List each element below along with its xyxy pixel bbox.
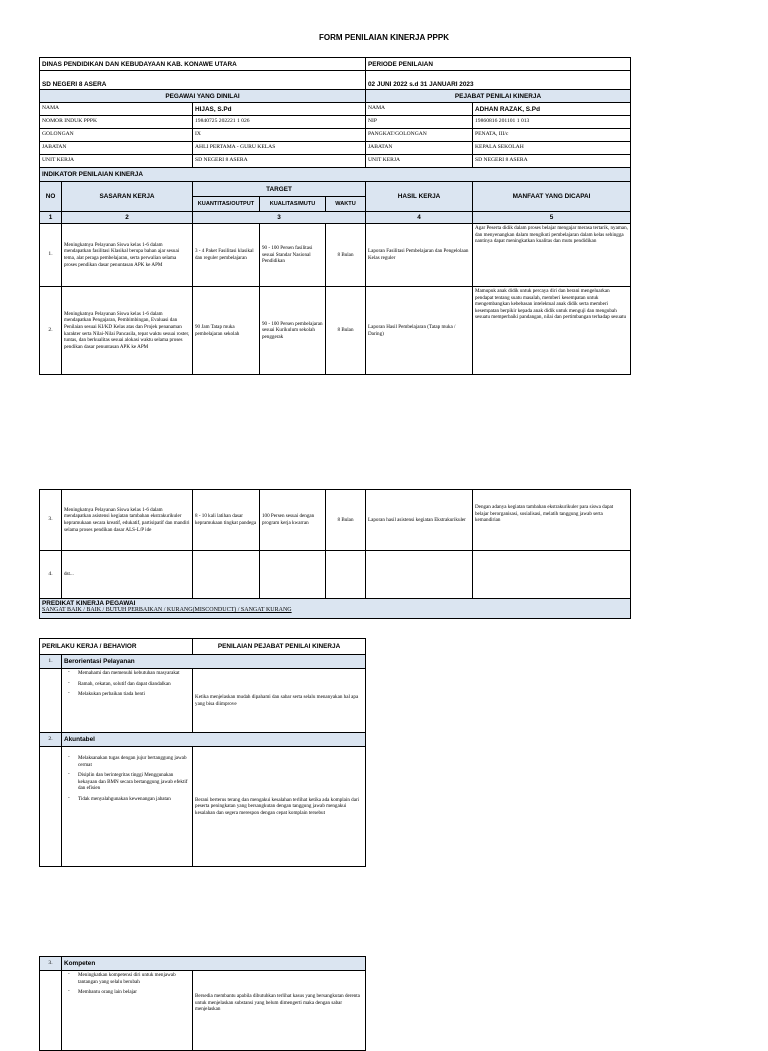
employee-nip-value: 19840725 202221 1 026 [193, 116, 366, 129]
row-time [326, 551, 366, 599]
form-table-middle [39, 489, 631, 619]
behavior-title: Kompeten [62, 957, 366, 971]
row-goal: Meningkatnya Pelayanan Siswa kelas 1-6 dalam mendapatkan Pengajaran, Pembimbingan, Evaluasi dan Penilaian sesuai KI/KD Kelas atas dan Projek penanaman karakter serta Nilai-Nilai Pancasila, tepat waktu sesuai roster, tuntas, dan berkualitas sesuai alokasi waktu selama proses pendikan dasar penuntasan APK ke APM [62, 287, 193, 375]
employee-unit-value: SD NEGERI 8 ASERA [193, 155, 366, 168]
table-row [40, 971, 366, 1051]
assessor-rank-label: PANGKAT/GOLONGAN [366, 129, 473, 142]
row-result [366, 551, 473, 599]
agency-name: DINAS PENDIDIKAN DAN KEBUDAYAAN KAB. KONAWE UTARA [40, 58, 366, 71]
assessor-rank-value: PENATA, III/c [473, 129, 631, 142]
behavior-title: Berorientasi Pelayanan [62, 655, 366, 669]
assessor-section-title: PEJABAT PENILAI KINERJA [366, 90, 631, 103]
row-time: 8 Bulan [326, 490, 366, 551]
table-row [40, 551, 631, 599]
behavior-title: Akuntabel [62, 733, 366, 747]
table-row [40, 287, 631, 375]
row-benefit [473, 551, 631, 599]
behavior-point: - Meningkatkan kompetensi diri untuk menjawab tantangan yang selalu berubah [78, 972, 190, 985]
behavior-assessment: Berani berterus terang dan mengakui kesalahan terlihat ketika ada komplain dari peserta peningkatan yang bersangkutan dengan tanggung jawab mengakui kesalahan dan segera merespon dengan cepat komplain tersebut [193, 747, 366, 867]
row-quantity: 90 Jam Tatap muka pembelajaran sekolah [193, 287, 260, 375]
col-number-2: 2 [62, 212, 193, 224]
employee-unit-label: UNIT KERJA [40, 155, 193, 168]
row-time: 8 Bulan [326, 287, 366, 375]
behavior-header: PERILAKU KERJA / BEHAVIOR [40, 639, 193, 655]
school-name: SD NEGERI 8 ASERA [40, 71, 366, 90]
row-benefit: Agar Peserta didik dalam proses belajar mengajar merasa tertarik, nyaman, dan menyenangkan dalam mengikuti pembelajaran dalam kelas sehingga nantinya dapat meningkatkan kualitas dan mutu pendidikan [473, 224, 631, 287]
indicator-section-title: INDIKATOR PENILAIAN KINERJA [40, 168, 631, 182]
header-goal: SASARAN KERJA [62, 182, 193, 212]
header-result: HASIL KERJA [366, 182, 473, 212]
row-benefit: Dengan adanya kegiatan tambahan ekstrakurikuler para siswa dapat belajar berorganisasi, sosialisasi, melatih tanggung jawab serta kemandirian [473, 490, 631, 551]
col-number-4: 4 [366, 212, 473, 224]
behavior-no: 3. [40, 957, 62, 971]
row-result: Laporan Hasil Pembelajaran (Tatap muka / Daring) [366, 287, 473, 375]
row-result: Laporan Fasilitasi Pembelajaran dan Pengelolaan Kelas reguler [366, 224, 473, 287]
behavior-points [64, 972, 190, 996]
row-goal: dst... [62, 551, 193, 599]
behavior-assessment: Bersedia membantu apabila dibutuhkan terlihat kasus yang bersangkutan derenta untuk menjelaskan substansi yang belum dimengerti maka dengan sabar menjelaskan [193, 971, 366, 1051]
row-quantity: 8 - 10 kali latihan dasar kepramukaan tingkat pandega [193, 490, 260, 551]
assessor-unit-label: UNIT KERJA [366, 155, 473, 168]
table-row [40, 669, 366, 733]
behavior-no: 2. [40, 733, 62, 747]
behavior-assessment: Ketika menjelaskan mudah dipahami dan sabar serta selalu menanyakan hal apa yang bisa diimprove [193, 669, 366, 733]
row-goal: Meningkatnya Pelayanan Siswa kelas 1-6 dalam mendapatkan asistensi kegiatan tambahan ekstrakurikuler kepramukaan secara kreatif, edukatif, partisipatif dan mandiri selama proses pendikan dasar ALS-L/P ide [62, 490, 193, 551]
assessor-unit-value: SD NEGERI 8 ASERA [473, 155, 631, 168]
employee-position-value: AHLI PERTAMA - GURU KELAS [193, 142, 366, 155]
row-quality: 90 - 100 Persen pembelajaran sesuai Kurikulum sekolah penggerak [260, 287, 326, 375]
behavior-point: - Ramah, cekatan, solutif dan dapat diandalkan [78, 681, 190, 688]
behavior-point: - Tidak menyalahgunakan kewenangan jabatan [78, 796, 190, 803]
assessor-nip-label: NIP [366, 116, 473, 129]
row-benefit: Mamupuk anak didik untuk percaya diri dan berani mengeluarkan pendapat tentang suatu masalah, memberi kesempatan untuk mengembangkan kebebasan intelektual anak didik serta memberi kesempatan berpikir kepada anak didik untuk menguji dan mengubah sesuatu memperbaiki pandangan, nilai dan pertimbangan terhadap sesuatu [473, 287, 631, 375]
header-quantity: KUANTITAS/OUTPUT [193, 197, 260, 212]
assessor-name-value: ADHAN RAZAK, S.Pd [473, 103, 631, 116]
header-no: NO [40, 182, 62, 212]
employee-nip-label: NOMOR INDUK PPPK [40, 116, 193, 129]
row-goal: Meningkatnya Pelayanan Siswa kelas 1-6 dalam mendapatkan fasilitasi Klasikal berupa bahan ajar sesuai tema, alat peraga pembelajaran, serta perwalian selama proses pendikan dasar penuntasan APK ke APM [62, 224, 193, 287]
form-table-top [39, 57, 631, 375]
period-value: 02 JUNI 2022 s.d 31 JANUARI 2023 [366, 71, 631, 90]
behavior-point: - Melakukan perbaikan tiada henti [78, 691, 190, 698]
employee-name-label: NAMA [40, 103, 193, 116]
behavior-point: - Memahami dan memenuhi kebutuhan masyarakat [78, 670, 190, 677]
row-quantity [193, 551, 260, 599]
row-quality [260, 551, 326, 599]
row-quantity: 3 - 4 Paket Fasilitasi klasikal dan reguler pembelajaran [193, 224, 260, 287]
employee-grade-value: IX [193, 129, 366, 142]
behavior-points [64, 755, 190, 803]
behavior-point: - Disiplin dan berintegritas tinggi Menggunakan kekayaan dan BMN secara bertanggung jawab efektif dan efisien [78, 772, 190, 792]
page-title: FORM PENILAIAN KINERJA PPPK [319, 33, 449, 42]
behavior-points [64, 670, 190, 698]
row-result: Laporan hasil asistensi kegiatan Ekstrakurikuler [366, 490, 473, 551]
header-target: TARGET [193, 182, 366, 197]
row-no: 4. [40, 551, 62, 599]
header-time: WAKTU [326, 197, 366, 212]
row-no: 1. [40, 224, 62, 287]
assessor-position-label: JABATAN [366, 142, 473, 155]
behavior-point: - Membantu orang lain belajar [78, 989, 190, 996]
behavior-no: 1. [40, 655, 62, 669]
header-benefit: MANFAAT YANG DICAPAI [473, 182, 631, 212]
assessor-name-label: NAMA [366, 103, 473, 116]
table-row [40, 747, 366, 867]
employee-name-value: HIJAS, S.Pd [193, 103, 366, 116]
col-number-3: 3 [193, 212, 366, 224]
predikat-title: PREDIKAT KINERJA PEGAWAI [42, 600, 136, 607]
employee-position-label: JABATAN [40, 142, 193, 155]
row-quality: 100 Persen sesuai dengan program kerja kwarran [260, 490, 326, 551]
employee-grade-label: GOLONGAN [40, 129, 193, 142]
header-quality: KUALITAS/MUTU [260, 197, 326, 212]
period-label: PERIODE PENILAIAN [366, 58, 631, 71]
col-number-1: 1 [40, 212, 62, 224]
col-number-5: 5 [473, 212, 631, 224]
table-row [40, 490, 631, 551]
employee-section-title: PEGAWAI YANG DINILAI [40, 90, 366, 103]
row-time: 8 Bulan [326, 224, 366, 287]
table-row [40, 224, 631, 287]
behavior-point: - Melaksanakan tugas dengan jujur bertanggung jawab cermat [78, 755, 190, 768]
row-no: 3. [40, 490, 62, 551]
predikat-options: SANGAT BAIK / BAIK / BUTUH PERBAIKAN / KURANG(MISCONDUCT) / SANGAT KURANG [42, 607, 292, 613]
behavior-table-continued [39, 956, 366, 1051]
behavior-table [39, 638, 366, 867]
assessor-nip-value: 19860816 201101 1 013 [473, 116, 631, 129]
row-no: 2. [40, 287, 62, 375]
assessor-position-value: KEPALA SEKOLAH [473, 142, 631, 155]
assessment-header: PENILAIAN PEJABAT PENILAI KINERJA [193, 639, 366, 655]
row-quality: 90 - 100 Persen fasilitasi sesuai Standar Nasional Pendidikan [260, 224, 326, 287]
